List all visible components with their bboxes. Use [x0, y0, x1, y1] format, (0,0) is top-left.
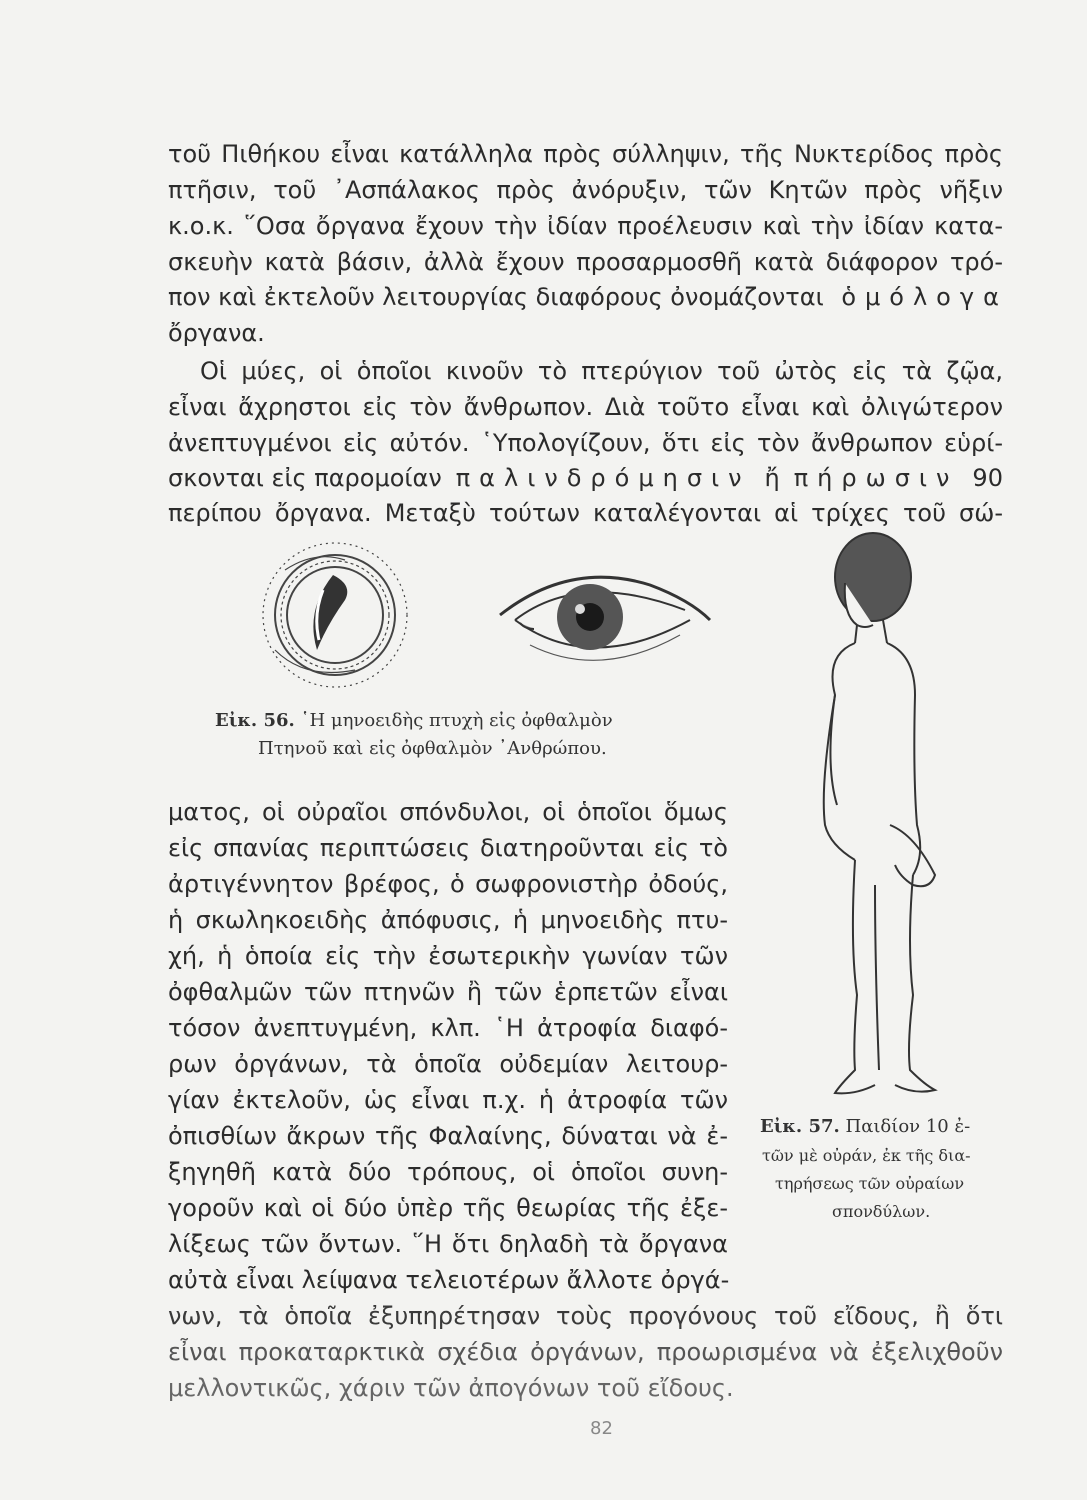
term-perosin: πήρωσιν [793, 464, 959, 492]
fig56-caption-line2: Πτηνοῦ καὶ εἰς ὀφθαλμὸν ᾿Ανθρώπου. [258, 738, 607, 759]
text-line: κ.ο.κ. ῞Οσα ὄργανα ἔχουν τὴν ἰδίαν προέλευσιν καὶ τὴν ἰδίαν κατα- [168, 212, 1003, 240]
child-figure-illustration [795, 525, 975, 1110]
text-line: ρων ὀργάνων, τὰ ὁποῖα οὐδεμίαν λειτουρ- [168, 1050, 728, 1078]
text-line: ὀφθαλμῶν τῶν πτηνῶν ἢ τῶν ἑρπετῶν εἶναι [168, 978, 728, 1006]
text-line: ἀνεπτυγμένοι εἰς αὐτόν. ῾Υπολογίζουν, ὅτι εἰς τὸν ἄνθρωπον εὑρί- [168, 429, 1003, 457]
text-line: ὄργανα. [168, 319, 265, 347]
fig57-caption-line3: τηρήσεως τῶν οὐραίων [775, 1174, 965, 1193]
number-90: 90 [972, 464, 1003, 492]
fig56-label: Εἰκ. 56. [215, 710, 295, 731]
term-homologa: ὁμόλογα [841, 283, 1008, 311]
page-number: 82 [590, 1418, 613, 1439]
text-line: χή, ἡ ὁποία εἰς τὴν ἐσωτερικὴν γωνίαν τῶν [168, 942, 728, 970]
text-line: πτῆσιν, τοῦ ᾿Ασπάλακος πρὸς ἀνόρυξιν, τῶν Κητῶν πρὸς νῆξιν [168, 176, 1003, 204]
bird-eye-illustration [245, 530, 425, 700]
text-line: τόσον ἀνεπτυγμένη, κλπ. ῾Η ἀτροφία διαφό- [168, 1014, 728, 1042]
text-line: ὀπισθίων ἄκρων τῆς Φαλαίνης, δύναται νὰ ἐ- [168, 1122, 728, 1150]
text-line [168, 462, 1003, 494]
text-line: τοῦ Πιθήκου εἶναι κατάλληλα πρὸς σύλληψιν, τῆς Νυκτερίδος πρὸς [168, 140, 1003, 168]
fig57-label: Εἰκ. 57. [760, 1116, 840, 1137]
text-line: σκευὴν κατὰ βάσιν, ἀλλὰ ἔχουν προσαρμοσθῆ κατὰ διάφορον τρό- [168, 248, 1003, 276]
text-line: εἶναι ἄχρηστοι εἰς τὸν ἄνθρωπον. Διὰ τοῦτο εἶναι καὶ ὀλιγώτερον [168, 393, 1003, 421]
text-line: μελλοντικῶς, χάριν τῶν ἀπογόνων τοῦ εἴδους. [168, 1374, 734, 1402]
text-line: ἀρτιγέννητον βρέφος, ὁ σωφρονιστὴρ ὀδούς, [168, 870, 728, 898]
text-line: λίξεως τῶν ὄντων. ῞Η ὅτι δηλαδὴ τὰ ὄργανα [168, 1230, 728, 1258]
text-line: Οἱ μύες, οἱ ὁποῖοι κινοῦν τὸ πτερύγιον τοῦ ὠτὸς εἰς τὰ ζῷα, [200, 357, 1003, 385]
text-line: γοροῦν καὶ οἱ δύο ὑπὲρ τῆς θεωρίας τῆς ἐξε- [168, 1194, 728, 1222]
fig56-caption-text: ῾Η μηνοειδὴς πτυχὴ εἰς ὀφθαλμὸν [300, 710, 613, 731]
fig57-caption-line1 [760, 1116, 970, 1137]
text-line: ματος, οἱ οὐραῖοι σπόνδυλοι, οἱ ὁποῖοι ὅμως [168, 798, 728, 826]
text-line: γίαν ἐκτελοῦν, ὡς εἶναι π.χ. ἡ ἀτροφία τῶν [168, 1086, 728, 1114]
fig57-caption-text: Παιδίον 10 ἐ- [845, 1116, 971, 1137]
human-eye-illustration [490, 565, 720, 675]
text-line: περίπου ὄργανα. Μεταξὺ τούτων καταλέγονται αἱ τρίχες τοῦ σώ- [168, 499, 1003, 527]
text-line: εἶναι προκαταρκτικὰ σχέδια ὀργάνων, προωρισμένα νὰ ἐξελιχθοῦν [168, 1338, 1003, 1366]
text-line: εἰς σπανίας περιπτώσεις διατηροῦνται εἰς τὸ [168, 834, 728, 862]
fig57-caption-line2: τῶν μὲ οὐράν, ἐκ τῆς δια- [762, 1146, 971, 1165]
term-palindromisin: παλινδρόμησιν [455, 464, 751, 492]
term-or: ἤ [764, 464, 780, 492]
fig56-caption-line1 [215, 710, 613, 731]
fig57-caption-line4: σπονδύλων. [832, 1202, 931, 1221]
text-line: ξηγηθῆ κατὰ δύο τρόπους, οἱ ὁποῖοι συνη- [168, 1158, 728, 1186]
text-line: νων, τὰ ὁποῖα ἐξυπηρέτησαν τοὺς προγόνους τοῦ εἴδους, ἢ ὅτι [168, 1302, 1003, 1330]
text-line [168, 281, 1008, 313]
text-line: ἡ σκωληκοειδὴς ἀπόφυσις, ἡ μηνοειδὴς πτυ- [168, 906, 728, 934]
text-line: αὐτὰ εἶναι λείψανα τελειοτέρων ἄλλοτε ὀργά- [168, 1266, 730, 1294]
text-fragment: πον καὶ ἐκτελοῦν λειτουργίας διαφόρους ὀνομάζονται [168, 283, 824, 311]
text-fragment: σκονται εἰς παρομοίαν [168, 464, 442, 492]
